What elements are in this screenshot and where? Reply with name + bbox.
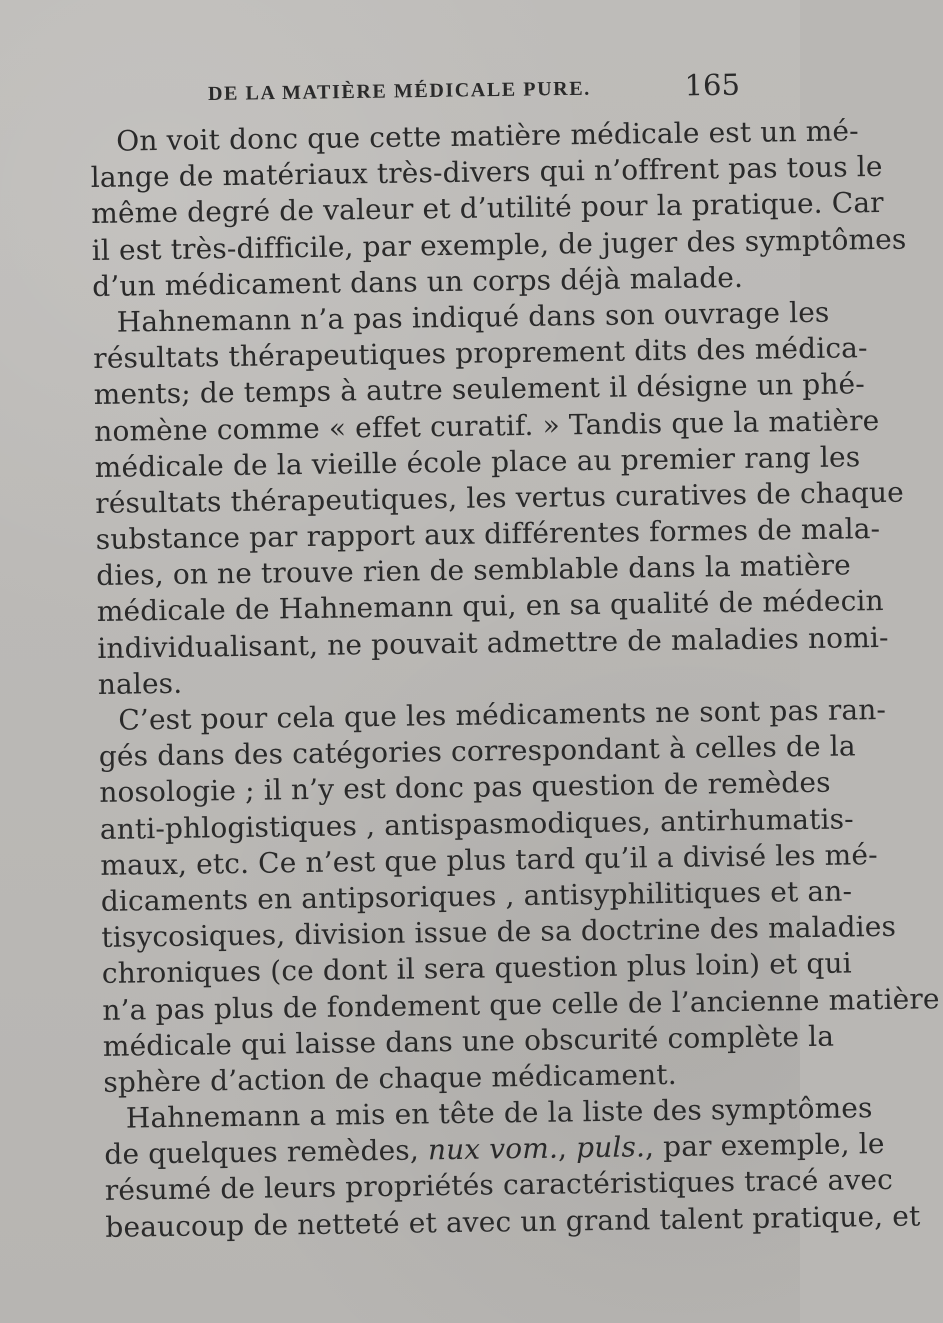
running-head [208, 67, 748, 111]
text-line: On voit donc que cette matière médicale est un mé- [116, 114, 859, 158]
text-run: , [557, 1131, 577, 1165]
remedy-abbreviation: puls. [575, 1130, 646, 1165]
paragraph-1 [90, 114, 907, 305]
text-line: dies, on ne trouve rien de semblable dans la matière [96, 548, 852, 593]
text-line: tisycosiques, division issue de sa doctrine des maladies [101, 909, 897, 955]
text-line: lange de matériaux très-divers qui n’offrent pas tous le [90, 150, 883, 195]
text-line: chroniques (ce dont il sera question plus loin) et qui [101, 946, 852, 991]
paragraph-3 [98, 692, 940, 1101]
text-line: dicaments en antipsoriques , antisyphilitiques et an- [100, 874, 853, 918]
text-line: ments; de temps à autre seulement il désigne un phé- [93, 367, 866, 412]
paragraph-2 [93, 295, 905, 703]
text-line: médicale de Hahnemann qui, en sa qualité de médecin [96, 584, 884, 629]
text-line: beaucoup de netteté et avec un grand talent pratique, et [105, 1199, 921, 1244]
text-line: d’un médicament dans un corps déjà malade. [92, 260, 744, 303]
text-line: n’a pas plus de fondement que celle de l’ancienne matière [102, 981, 940, 1027]
running-title: DE LA MATIÈRE MÉDICALE PURE. [207, 77, 591, 105]
text-line: même degré de valeur et d’utilité pour la pratique. Car [91, 186, 884, 231]
text-line: nomène comme « effet curatif. » Tandis que la matière [94, 403, 880, 448]
text-line: il est très-difficile, par exemple, de juger des symptômes [91, 222, 907, 267]
text-line: résumé de leurs propriétés caractéristiques tracé avec [104, 1163, 894, 1208]
text-line: médicale qui laisse dans une obscurité complète la [102, 1019, 835, 1063]
text-line: maux, etc. Ce n’est que plus tard qu’il a divisé les mé- [100, 837, 878, 882]
body-text [90, 114, 940, 1245]
text-line: substance par rapport aux différentes formes de mala- [95, 512, 881, 557]
text-line: Hahnemann a mis en tête de la liste des symptômes [125, 1091, 873, 1135]
text-line: résultats thérapeutiques proprement dits des médica- [93, 331, 868, 376]
text-line: individualisant, ne pouvait admettre de maladies nomi- [97, 620, 889, 665]
page-number: 165 [684, 67, 741, 103]
text-line: anti-phlogistiques , antispasmodiques, antirhumatis- [99, 801, 854, 846]
text-line: résultats thérapeutiques, les vertus curatives de chaque [95, 475, 905, 520]
text-line: nosologie ; il n’y est donc pas question de remèdes [99, 766, 831, 810]
text-line: C’est pour cela que les médicaments ne sont pas ran- [118, 692, 887, 737]
text-line: médicale de la vieille école place au premier rang les [94, 439, 861, 484]
remedy-abbreviation: nux vom. [427, 1131, 559, 1167]
text-line: gés dans des catégories correspondant à celles de la [98, 729, 856, 774]
text-run: de quelques remèdes, [104, 1133, 429, 1172]
paragraph-4 [104, 1091, 921, 1245]
text-line: Hahnemann n’a pas indiqué dans son ouvrage les [116, 295, 830, 339]
text-run: , par exemple, le [644, 1127, 885, 1164]
text-line: sphère d’action de chaque médicament. [103, 1057, 677, 1099]
text-line: nales. [97, 666, 183, 701]
